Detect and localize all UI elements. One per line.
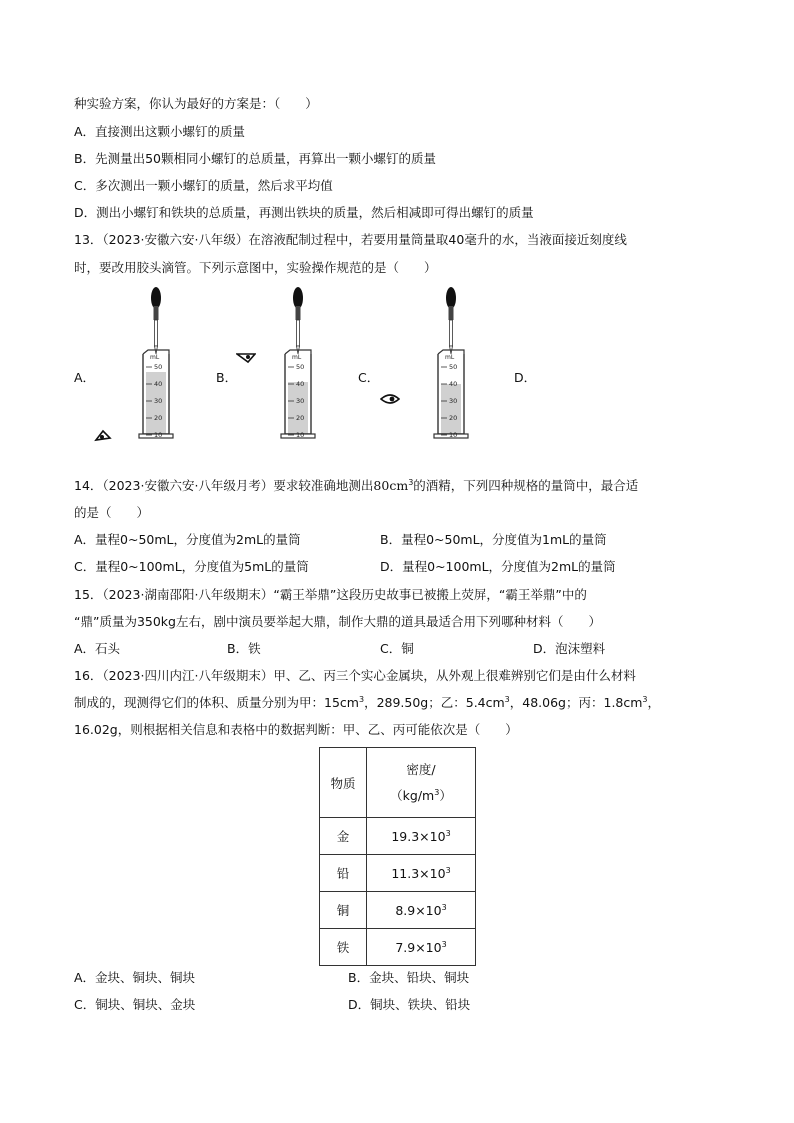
header-density-unit: （kg/m <box>390 787 435 803</box>
q14-stem-pre: 14．（2023·安徽六安·八年级月考）要求较准确地测出 <box>74 478 374 493</box>
scale-10: 10 <box>449 431 458 439</box>
q13-cylinder-c <box>429 286 473 468</box>
q16-stem-line1: 16．（2023·四川内江·八年级期末）甲、乙、丙三个实心金属块，从外观上很难辨别它们是由什么材料 <box>74 668 636 683</box>
eye-icon <box>94 428 112 442</box>
dropper <box>293 287 303 354</box>
q16-line2-d: ， <box>647 695 661 710</box>
q15-option-b[interactable]: B．铁 <box>227 641 261 656</box>
density-exp: 3 <box>441 939 447 949</box>
q15-option-a[interactable]: A．石头 <box>74 641 121 656</box>
q14-stem-line2: 的是（ ） <box>74 505 150 520</box>
scale-40: 40 <box>449 380 458 388</box>
cell-substance: 金 <box>320 818 367 855</box>
scale-50: 50 <box>449 363 458 371</box>
q14-option-d[interactable]: D．量程0~100mL，分度值为2mL的量筒 <box>380 559 616 574</box>
q14-option-c[interactable]: C．量程0~100mL，分度值为5mL的量筒 <box>74 559 309 574</box>
q13-option-b-label[interactable]: B． <box>216 370 238 385</box>
density-exp: 3 <box>445 828 451 838</box>
cell-substance: 铅 <box>320 855 367 892</box>
q15-stem-line2: “鼎”质量为350kg左右，剧中演员要举起大鼎，制作大鼎的道具最适合用下列哪种材料（ ） <box>74 614 601 629</box>
q13-stem-line2: 时，要改用胶头滴管。下列示意图中，实验操作规范的是（ ） <box>74 260 437 275</box>
table-row <box>320 818 476 855</box>
cell-density <box>367 892 476 929</box>
table-row <box>320 929 476 966</box>
table-row <box>320 892 476 929</box>
q16-option-c[interactable]: C．铜块、铜块、金块 <box>74 997 196 1012</box>
q14-stem-value: 80cm <box>373 478 409 493</box>
dropper <box>151 287 161 354</box>
q13-option-d-label[interactable]: D． <box>514 370 537 385</box>
eye-icon <box>380 392 400 406</box>
header-density <box>367 748 476 818</box>
scale-40: 40 <box>296 380 305 388</box>
q12-option-b[interactable]: B．先测量出50颗相同小螺钉的总质量，再算出一颗小螺钉的质量 <box>74 151 436 166</box>
q13-stem-line1: 13．（2023·安徽六安·八年级）在溶液配制过程中，若要用量筒量取40毫升的水，当液面接近刻度线 <box>74 232 627 247</box>
scale-30: 30 <box>296 397 305 405</box>
unit-label: mL <box>150 354 160 361</box>
q15-option-c[interactable]: C．铜 <box>380 641 414 656</box>
q13-cylinder-a <box>134 286 178 468</box>
density-value: 8.9×10 <box>395 902 442 918</box>
header-density-line1: 密度/ <box>406 761 436 777</box>
density-value: 7.9×10 <box>395 939 442 955</box>
q12-option-d[interactable]: D．测出小螺钉和铁块的总质量，再测出铁块的质量，然后相减即可得出螺钉的质量 <box>74 205 534 220</box>
density-value: 19.3×10 <box>391 828 446 844</box>
q16-line2-b: ，289.50g；乙：5.4cm <box>364 695 505 710</box>
cell-density <box>367 855 476 892</box>
header-density-exp: 3 <box>434 787 440 797</box>
header-substance: 物质 <box>320 748 367 818</box>
q14-stem-exp: 3 <box>408 478 414 487</box>
q16-line2-c: ，48.06g；丙：1.8cm <box>509 695 643 710</box>
q15-option-d[interactable]: D．泡沫塑料 <box>533 641 606 656</box>
q13-option-c-label[interactable]: C． <box>358 370 380 385</box>
q16-exp-2: 3 <box>504 695 510 704</box>
q14-stem-line1 <box>74 478 638 494</box>
q15-stem-line1: 15．（2023·湖南邵阳·八年级期末）“霸王举鼎”这段历史故事已被搬上荧屏，“霸王举鼎”中的 <box>74 587 587 602</box>
cell-density <box>367 929 476 966</box>
q12-stem-tail: 种实验方案，你认为最好的方案是：（ ） <box>74 96 318 111</box>
eye-icon <box>236 352 256 364</box>
q13-option-a-label[interactable]: A． <box>74 370 96 385</box>
table-row <box>320 855 476 892</box>
scale-20: 20 <box>449 414 458 422</box>
scale-20: 20 <box>154 414 163 422</box>
q14-option-a[interactable]: A．量程0~50mL，分度值为2mL的量筒 <box>74 532 301 547</box>
scale-10: 10 <box>296 431 305 439</box>
q14-option-b[interactable]: B．量程0~50mL，分度值为1mL的量筒 <box>380 532 607 547</box>
table-header-row <box>320 748 476 818</box>
density-value: 11.3×10 <box>391 865 446 881</box>
unit-label: mL <box>445 354 455 361</box>
scale-30: 30 <box>154 397 163 405</box>
unit-label: mL <box>292 354 302 361</box>
scale-10: 10 <box>154 431 163 439</box>
cell-substance: 铜 <box>320 892 367 929</box>
q16-stem-line2 <box>74 695 660 711</box>
q16-line2-a: 制成的，现测得它们的体积、质量分别为甲：15cm <box>74 695 359 710</box>
q16-option-b[interactable]: B．金块、铅块、铜块 <box>348 970 470 985</box>
header-density-close: ） <box>439 787 452 803</box>
q13-cylinder-b <box>276 286 320 468</box>
q16-exp-3: 3 <box>642 695 648 704</box>
q16-exp-1: 3 <box>358 695 365 704</box>
q14-stem-post: 的酒精，下列四种规格的量筒中，最合适 <box>413 478 639 493</box>
scale-50: 50 <box>154 363 163 371</box>
q16-stem-line3: 16.02g，则根据相关信息和表格中的数据判断：甲、乙、丙可能依次是（ ） <box>74 722 518 737</box>
scale-20: 20 <box>296 414 305 422</box>
q12-option-c[interactable]: C．多次测出一颗小螺钉的质量，然后求平均值 <box>74 178 333 193</box>
dropper <box>446 287 456 354</box>
density-table <box>319 747 476 966</box>
scale-30: 30 <box>449 397 458 405</box>
density-exp: 3 <box>441 902 447 912</box>
density-exp: 3 <box>445 865 451 875</box>
cell-density <box>367 818 476 855</box>
q16-option-a[interactable]: A．金块、铜块、铜块 <box>74 970 196 985</box>
cell-substance: 铁 <box>320 929 367 966</box>
header-density-line2 <box>367 783 475 809</box>
q12-option-a[interactable]: A．直接测出这颗小螺钉的质量 <box>74 124 246 139</box>
q16-option-d[interactable]: D．铜块、铁块、铅块 <box>348 997 471 1012</box>
scale-40: 40 <box>154 380 163 388</box>
scale-50: 50 <box>296 363 305 371</box>
